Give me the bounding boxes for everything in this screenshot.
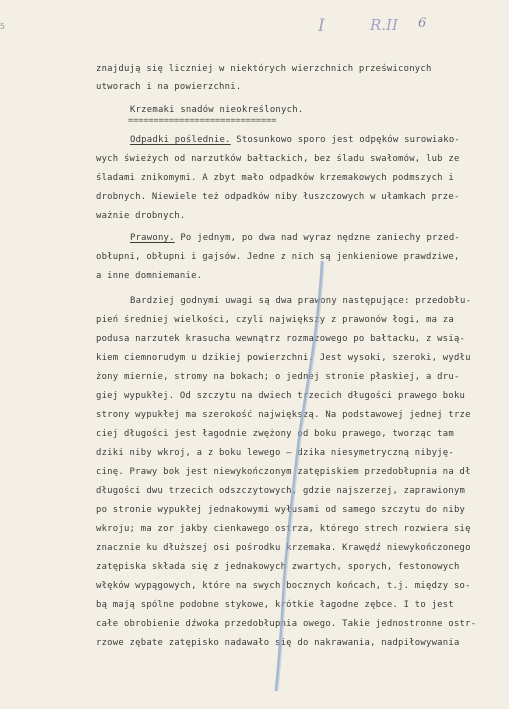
section-mark: R.II <box>370 16 398 34</box>
text-line: znajdują się liczniej w niektórych wierzchnich przeświconych <box>96 64 432 74</box>
text-line: żony miernie, stromy na bokach; o jednej stronie płaskiej, a dru- <box>96 372 460 382</box>
text-line: Bardziej godnymi uwagi są dwa prawony następujące: przedobłu- <box>130 296 472 306</box>
page-number: 6 <box>418 16 427 31</box>
text-line: ważnie drobnych. <box>96 211 186 221</box>
text-line: drobnych. Niewiele też odpadków niby łuszczowych w ułamkach prze- <box>96 192 460 202</box>
text-line: cinę. Prawy bok jest niewykończonym zatępiskiem przedobłupnia na dł <box>96 467 471 477</box>
text-line: zatępiska składa się z jednakowych zwartych, sporych, festonowych <box>96 562 460 572</box>
text-line: dziki niby wkroj, a z boku lewego — dzika niesymetryczną nibyję- <box>96 448 454 458</box>
section-heading: Krzemaki snadów nieokreślonych. <box>130 105 304 115</box>
text-line: długości dwu trzecich odszczytowych, gdzie najszerzej, zaprawionym <box>96 486 466 496</box>
text-line: obłupni, obłupni i gajsów. Jedne z nich są jenkieniowe prawdziwe, <box>96 252 460 262</box>
text-line: wych świeżych od narzutków bałtackich, bez śladu swałomów, lub ze <box>96 154 460 164</box>
text-line: kiem ciemnorudym u dzikiej powierzchni. Jest wysoki, szeroki, wydłu <box>96 353 471 363</box>
text-line: ciej długości jest łagodnie zwężony od boku prawego, tworząc tam <box>96 429 454 439</box>
handwritten-header-marks <box>318 14 458 40</box>
text-line: rzowe zębate zatępisko nadawało się do nakrawania, nadpiłowywania <box>96 638 460 648</box>
text-line: znacznie ku dłuższej osi pośrodku krzemaka. Krawędź niewykończonego <box>96 543 471 553</box>
underlined-term-prawony: Prawony. <box>130 233 175 243</box>
text-line: a inne domniemanie. <box>96 271 203 281</box>
underlined-term-odpadki: Odpadki poślednie. <box>130 135 231 145</box>
corner-mark: 5 <box>0 22 5 31</box>
text-line: śladami znikomymi. A zbyt mało odpadków krzemakowych podmszych i <box>96 173 454 183</box>
text-line: po stronie wypukłej jednakowymi wyłusami od samego szczytu do niby <box>96 505 466 515</box>
text-line: utworach i na powierzchni. <box>96 82 242 92</box>
text-line: wkroju; ma zor jakby cienkawego ostrza, którego strech rozwiera się <box>96 524 471 534</box>
roman-numeral-mark: I <box>318 16 325 36</box>
text-line: pień średniej wielkości, czyli największy z prawonów łogi, ma za <box>96 315 454 325</box>
heading-underline-rule: ============================= <box>128 116 277 126</box>
text-line: strony wypukłej ma szerokość największą. Na podstawowej jednej trze <box>96 410 471 420</box>
text-line: całe obrobienie dźwoka przedobłupnia owego. Takie jednostronne ostr- <box>96 619 477 629</box>
text-line: bą mają spólne podobne stykowe, krótkie łagodne zębce. I to jest <box>96 600 454 610</box>
text-line: podusa narzutek krasucha wewnątrz rozmazowego po bałtacku, z wsią- <box>96 334 466 344</box>
text-line: giej wypukłej. Od szczytu na dwiech trzecich długości prawego boku <box>96 391 466 401</box>
paragraph-prawony-start: Prawony. Po jednym, po dwa nad wyraz nędzne zaniechy przed- <box>130 233 461 243</box>
paragraph-odpadki-start: Odpadki poślednie. Stosunkowo sporo jest odpęków surowiako- <box>130 135 461 145</box>
text-line: włęków wypągowych, które na swych bocznych końcach, t.j. między so- <box>96 581 471 591</box>
